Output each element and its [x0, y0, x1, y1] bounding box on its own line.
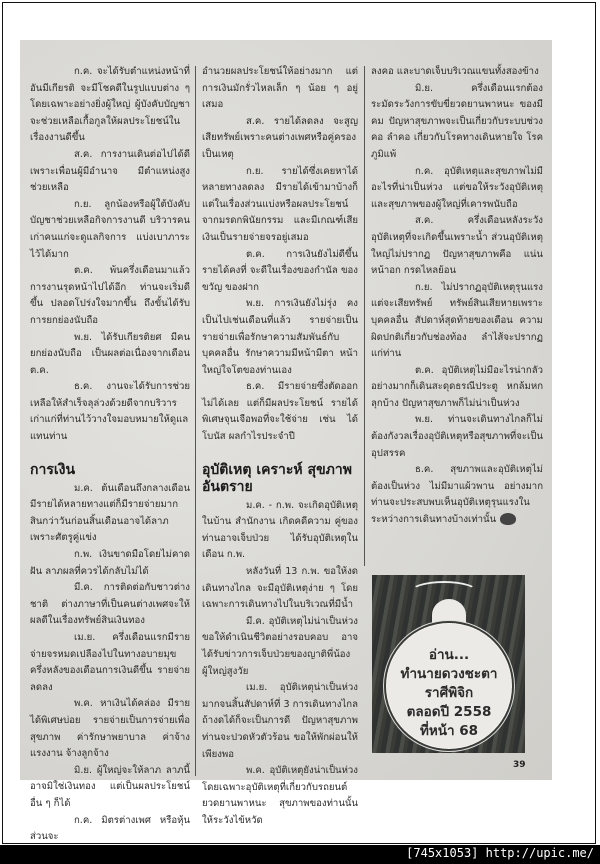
paragraph [202, 614, 358, 680]
paragraph-text: ต.ค. อุบัติเหตุไม่มีอะไรน่ากลัว อย่างมากก็เดินสะดุดธรณีประตู หกล้มหกลุกบ้าง ปัญหาสุขภาพก็ไม่น่าเป็นห่วง [371, 364, 543, 409]
promo-line: ราศีพิจิก [424, 685, 474, 701]
column-3 [371, 64, 543, 529]
paragraph [202, 247, 358, 297]
column-divider [195, 66, 196, 776]
promo-line: ตลอดปี 2558 [406, 704, 492, 720]
paragraph [30, 263, 190, 329]
paragraph-text: ก.พ. เงินขาดมือโดยไม่คาดฝัน ลาภผลที่ควรได้กลับไม่ได้ [30, 549, 190, 577]
paragraph [30, 547, 190, 580]
paragraph-text: หลังวันที่ 13 ก.พ. ขอให้งดเดินทางไกล จะมีอุบัติเหตุง่าย ๆ โดยเฉพาะการเดินทางไปในบริเวณที่มีน้ำ [202, 566, 358, 611]
paragraph [202, 296, 358, 379]
paragraph [202, 164, 358, 247]
section-heading [30, 462, 190, 479]
paragraph [202, 114, 358, 164]
paragraph [371, 462, 543, 528]
paragraph [30, 813, 190, 846]
paragraph-text: ลงคอ และบาดเจ็บบริเวณแขนทั้งสองข้าง [371, 66, 539, 77]
promo-line: ที่หน้า 68 [419, 723, 479, 739]
paragraph [30, 481, 190, 547]
paragraph [30, 379, 190, 445]
paragraph-text: ม.ค. ต้นเดือนถึงกลางเดือนมีรายได้หลายทางแต่ก็มีรายจ่ายมาก สินกว่าวันก่อนสิ้นเดือนอาจได้ลาภเพราะศัตรูคู่แข่ง [30, 482, 190, 544]
promo-box [372, 575, 525, 753]
paragraph-text: ธ.ค. มีรายจ่ายซึ่งตัดออกไม่ได้เลย แต่ก็มีผลประโยชน์ รายได้พิเศษจุนเจือพอที่จะใช้จ่าย เช่น ได้โบนัส ผลกำไรประจำปี [202, 381, 358, 443]
paragraph-text: ก.ค. จะได้รับตำแหน่งหน้าที่อันมีเกียรติ จะมีโชคดีในรูปแบบต่าง ๆ โดยเฉพาะอย่างยิ่งผู้ใหญ่ ผู้บังคับบัญชาจะช่วยเหลือเกื้อกูลให้ผลประโยชน์ในเรื่องงานดีขึ้น [30, 66, 190, 144]
paragraph [371, 64, 543, 81]
paragraph [371, 412, 543, 462]
promo-text [387, 646, 511, 741]
paragraph-text: มิ.ย. ครึ่งเดือนแรกต้องระมัดระวังการขับขี่ยวดยานพาหนะ ของมีคม ปัญหาสุขภาพจะเป็นเกี่ยวกับระบบช่วงคอ ลำคอ เกี่ยวกับโรคทางเดินหายใจ โรคภูมิแพ้ [371, 82, 543, 160]
paragraph-text: พ.ย. ท่านจะเดินทางไกลก็ไม่ต้องกังวลเรื่องอุบัติเหตุหรือสุขภาพที่จะเป็นอุปสรรค [371, 414, 543, 459]
paragraph [202, 680, 358, 763]
paragraph-text: ต.ค. พ้นครึ่งเดือนมาแล้ว การงานรุดหน้าไปได้อีก ท่านจะเริ่มดีขึ้น ปลอดโปร่งใจมากขึ้น ถึงขั้นได้รับการยกย่องนับถือ [30, 265, 190, 326]
column-2 [202, 64, 358, 830]
paragraph [371, 213, 543, 279]
paragraph [202, 498, 358, 564]
column-1 [30, 64, 190, 846]
paragraph-text: ก.ค. อุบัติเหตุและสุขภาพไม่มีอะไรที่น่าเป็นห่วง แต่ขอให้ระวังอุบัติเหตุและสุขภาพของผู้ใหญ่ที่เคารพนับถือ [371, 165, 543, 210]
heart-logo-icon [500, 513, 516, 525]
paragraph-text: อุบัติเหตุ เคราะห์ สุขภาพ อันตราย [202, 461, 352, 495]
paragraph-text: มิ.ย. ผู้ใหญ่จะให้ลาภ ลาภนี้อาจมิใช่เงินทอง แต่เป็นผลประโยชน์อื่น ๆ ก็ได้ [30, 764, 190, 809]
paragraph [30, 763, 190, 813]
paragraph [30, 696, 190, 762]
paragraph-text: ม.ค. - ก.พ. จะเกิดอุบัติเหตุในบ้าน สำนักงาน เกิดคดีความ คู่ของท่านอาจเจ็บป่วย ได้รับอุบัติเหตุในเดือน ก.พ. [202, 499, 358, 561]
section-heading [202, 462, 358, 496]
paragraph [371, 363, 543, 413]
paragraph [371, 81, 543, 164]
paragraph-text: เม.ย. ครึ่งเดือนแรกมีรายจ่ายจรหมดเปลืองไปในทางอบายมุข ครึ่งหลังของเดือนการเงินดีขึ้น รายจ่ายลดลง [30, 632, 190, 693]
page-number: 39 [513, 760, 526, 770]
paragraph-text: พ.ค. อุบัติเหตุยังน่าเป็นห่วง โดยเฉพาะอุบัติเหตุที่เกี่ยวกับรถยนต์ ยวดยานพาหนะ สุขภาพของท่านนั้นให้ระวังไข้หวัด [202, 765, 358, 826]
paragraph-text: ก.ย. ลูกน้องหรือผู้ใต้บังคับบัญชาช่วยเหลือกิจการงานดี บริวารคนเก่าคนแก่จะดูแลกิจการ แบ่งเบาภาระไว้ได้มาก [30, 198, 190, 260]
paragraph [30, 64, 190, 147]
paragraph [202, 763, 358, 829]
paragraph [202, 64, 358, 114]
paragraph [30, 580, 190, 630]
paragraph-text: พ.ค. หาเงินได้คล่อง มีรายได้พิเศษบ่อย รายจ่ายเป็นการจ่ายเพื่อสุขภาพ ค่ารักษาพยาบาล ค่าจ้างแรงงาน จ้างลูกจ้าง [30, 698, 190, 760]
ornament-ball [386, 623, 512, 749]
footer-watermark: [745x1053] http://upic.me/ [406, 846, 594, 860]
paragraph [202, 564, 358, 614]
paragraph [30, 330, 190, 380]
paragraph-text: ก.ย. ไม่ปรากฏอุบัติเหตุรุนแรง แต่จะเสียทรัพย์ ทรัพย์สินเสียหายเพราะบุคคลอื่น สัปดาห์สุดท้ายของเดือน ความผิดปกติเกี่ยวกับช่องท้อง ลำไส้จะปรากฏแก่ท่าน [371, 281, 543, 360]
paragraph-text: ส.ค. ครึ่งเดือนหลังระวังอุบัติเหตุที่จะเกิดขึ้นเพราะน้ำ ส่วนอุบัติเหตุใหญ่ไม่ปรากฏ ปัญหาสุขภาพคือ แน่นหน้าอก กรดไหลย้อน [371, 215, 543, 277]
paragraph-text: เม.ย. อุบัติเหตุน่าเป็นห่วงมากจนสิ้นสัปดาห์ที่ 3 การเดินทางไกลถ้างดได้ก็จะเป็นการดี ปัญหาสุขภาพ ท่านจะปวดหัวตัวร้อน ขอให้พักผ่อนให้เพียงพอ [202, 682, 358, 760]
paragraph-text: ก.ย. รายได้ซึ่งเคยหาได้หลายทางลดลง มีรายได้เข้ามาบ้างก็แต่ในเรื่องส่วนแบ่งหรือผลประโยชน์จากมรดกพินัยกรรม และมีเกณฑ์เสียเงินเป็นรายจ่ายจรอยู่เสมอ [202, 165, 358, 243]
paragraph-text: พ.ย. การเงินยังไม่รุ่ง คงเป็นไปเช่นเดือนที่แล้ว รายจ่ายเป็นรายจ่ายเพื่อรักษาความสัมพันธ์กับบุคคลอื่น รักษาความมีหน้ามีตา หน้าใหญ่ใจโตของท่านเอง [202, 298, 358, 376]
paragraph-text: ธ.ค. สุขภาพและอุบัติเหตุไม่ต้องเป็นห่วง ไม่มีมาแผ้วพาน อย่างมากท่านจะประสบพบเห็นอุบัติเหตุรุนแรงในระหว่างการเดินทางบ้างเท่านั้น [371, 464, 543, 526]
paragraph-text: อำนวยผลประโยชน์ให้อย่างมาก แต่การเงินมักรั่วไหลเล็ก ๆ น้อย ๆ อยู่เสมอ [202, 66, 358, 111]
paragraph-text: ก.ค. มิตรต่างเพศ หรือหุ้นส่วนจะ [30, 814, 190, 843]
paragraph-text: มี.ค. การติดต่อกับชาวต่างชาติ ต่างภาษาที่เป็นคนต่างเพศจะให้ผลดีในเรื่องทรัพย์สินเงินทอง [30, 582, 190, 627]
promo-line: ทำนายดวงชะตา [400, 666, 498, 682]
paragraph-text: ส.ค. รายได้ลดลง จะสูญเสียทรัพย์เพราะคนต่างเพศหรือคู่ครองเป็นเหตุ [202, 115, 358, 160]
paragraph-text: มี.ค. อุบัติเหตุไม่น่าเป็นห่วง ขอให้ดำเนินชีวิตอย่างรอบคอบ อาจได้รับข่าวการเจ็บป่วยของญาติพี่น้อง ผู้ใหญ่สูงวัย [202, 615, 358, 677]
paragraph [371, 164, 543, 214]
paragraph-text: ธ.ค. งานจะได้รับการช่วยเหลือให้สำเร็จลุล่วงด้วยดีจากบริวารเก่าแก่ที่ท่านไว้วางใจมอบหมายให้ดูแลแทนท่าน [30, 381, 190, 443]
paragraph-text: ต.ค. การเงินยังไม่ดีขึ้น รายได้คงที่ จะดีในเรื่องของกำนัล ของขวัญ ของฝาก [202, 248, 358, 293]
paragraph [202, 379, 358, 445]
paragraph [30, 197, 190, 263]
paragraph [371, 280, 543, 363]
column-divider [364, 66, 365, 566]
paragraph [30, 630, 190, 696]
paragraph-text: การเงิน [30, 461, 76, 478]
paragraph-text: พ.ย. ได้รับเกียรติยศ มีคนยกย่องนับถือ เป็นผลต่อเนื่องจากเดือน ต.ค. [30, 331, 190, 376]
promo-line: อ่าน... [428, 647, 470, 663]
footer-bar [0, 845, 600, 864]
paragraph [30, 147, 190, 197]
paragraph-text: ส.ค. การงานเดินต่อไปได้ดีเพราะเพื่อนผู้มีอำนาจ มีตำแหน่งสูงช่วยเหลือ [30, 148, 190, 194]
